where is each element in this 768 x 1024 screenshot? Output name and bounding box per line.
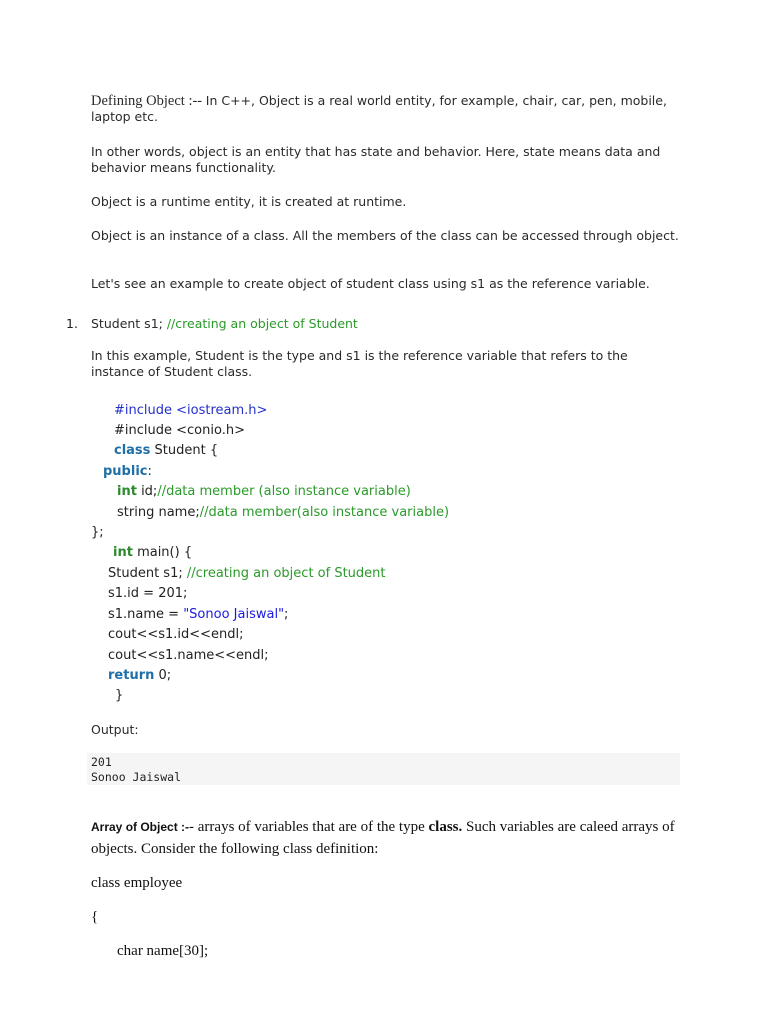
keyword-class: class bbox=[114, 443, 151, 458]
keyword-return: return bbox=[108, 668, 155, 683]
code-public-line bbox=[103, 462, 152, 482]
array-text-1: - arrays of variables that are of the type bbox=[189, 819, 429, 835]
char-name-line: char name[30]; bbox=[117, 943, 209, 959]
paragraph-state-behavior: In other words, object is an entity that has state and behavior. Here, state means data and behavior means functionality. bbox=[91, 144, 661, 175]
int-id-comment: //data member (also instance variable) bbox=[157, 484, 411, 499]
code-class-line bbox=[114, 441, 218, 461]
int-id: id; bbox=[136, 484, 158, 499]
code-decl-line bbox=[108, 564, 386, 584]
keyword-int: int bbox=[117, 484, 137, 499]
include-iostream: #include <iostream.h> bbox=[114, 403, 268, 418]
paragraph-runtime: Object is a runtime entity, it is created at runtime. bbox=[91, 194, 407, 209]
array-of-object-paragraph bbox=[91, 816, 691, 860]
defining-object-text: In C++, Object is a real world entity, for example, chair, car, pen, mobile, laptop etc. bbox=[91, 93, 667, 124]
decl-student: Student s1; bbox=[108, 566, 187, 581]
code-int-id-line bbox=[117, 482, 411, 502]
assign-name-string: "Sonoo Jaiswal" bbox=[183, 607, 285, 622]
open-brace-line: { bbox=[91, 909, 99, 925]
code-assign-name bbox=[108, 605, 288, 625]
class-employee-line: class employee bbox=[91, 875, 183, 891]
array-text-2: Such variables are caleed arrays of objects. Consider the following class definition: bbox=[91, 819, 675, 857]
output-label: Output: bbox=[91, 722, 139, 737]
code-cout-name: cout<<s1.name<<endl; bbox=[108, 648, 269, 663]
array-heading: Array of Object :- bbox=[91, 820, 190, 834]
keyword-int-main: int bbox=[113, 545, 133, 560]
example-explanation: In this example, Student is the type and s1 is the reference variable that refers to the instance of Student class. bbox=[91, 348, 628, 379]
output-line-1: 201 bbox=[91, 755, 112, 769]
public-colon: : bbox=[147, 464, 152, 479]
list-number: 1. bbox=[66, 316, 78, 331]
main-signature: main() { bbox=[132, 545, 193, 560]
code-assign-id: s1.id = 201; bbox=[108, 586, 188, 601]
string-name: string name; bbox=[117, 505, 200, 520]
code-return-line bbox=[108, 666, 171, 686]
string-name-comment: //data member(also instance variable) bbox=[199, 505, 450, 520]
code-include-iostream bbox=[114, 401, 267, 421]
code-main-line bbox=[113, 543, 192, 563]
defining-object-heading: Defining Object :-- bbox=[91, 93, 206, 109]
code-close-main: } bbox=[115, 688, 124, 703]
paragraph-instance: Object is an instance of a class. All the members of the class can be accessed through object. bbox=[91, 228, 679, 243]
assign-name-lhs: s1.name = bbox=[108, 607, 184, 622]
code-cout-id: cout<<s1.id<<endl; bbox=[108, 627, 244, 642]
paragraph-example-intro: Let's see an example to create object of student class using s1 as the reference variable. bbox=[91, 276, 650, 291]
class-name: Student { bbox=[150, 443, 219, 458]
code-close-class: }; bbox=[91, 525, 104, 540]
example-comment: //creating an object of Student bbox=[166, 316, 358, 331]
decl-comment: //creating an object of Student bbox=[186, 566, 386, 581]
example-code-line bbox=[91, 316, 681, 332]
code-string-name-line bbox=[117, 503, 449, 523]
assign-name-semicolon: ; bbox=[284, 607, 289, 622]
code-include-conio: #include <conio.h> bbox=[114, 423, 245, 438]
defining-object-paragraph bbox=[91, 93, 681, 125]
array-class-bold: class. bbox=[428, 819, 463, 835]
example-code: Student s1; bbox=[91, 316, 167, 331]
output-line-2: Sonoo Jaiswal bbox=[91, 770, 182, 784]
return-value: 0; bbox=[154, 668, 172, 683]
keyword-public: public bbox=[103, 464, 148, 479]
